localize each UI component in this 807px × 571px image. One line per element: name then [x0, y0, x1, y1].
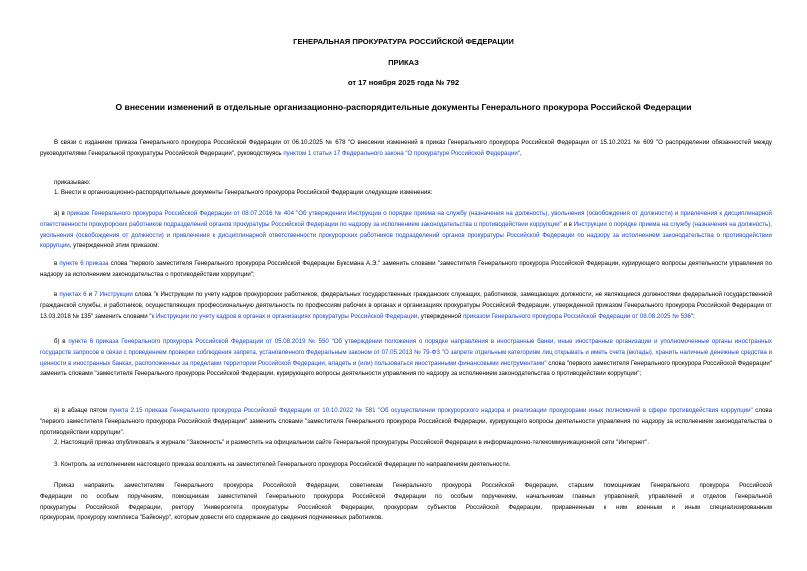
subitem-a-text-3: , утвержденной этим приказом: [69, 242, 160, 250]
final-paragraph [40, 481, 772, 524]
a-point-2-text-4: , утвержденной [417, 312, 464, 320]
order-581-link[interactable]: пункта 2.15 приказа Генерального прокурора Российской Федерации от 10.10.2022 № 581 "Об осуществлении прокурорского надзора и реализации прокурорами иных полномочий в сфере противодействия коррупции" [109, 407, 753, 414]
a-point-1-text: в [54, 260, 60, 267]
doc-date-number: от 17 ноября 2025 года № 792 [347, 78, 460, 87]
order-word: приказываю: [54, 179, 91, 186]
instruction-link[interactable]: Инструкции о порядке приема на службу (назначения на должность), увольнения (освобождения от должности) и привлечения к дисциплинарной ответственности прокурорских работников подразделений органов прокуратуры Российской Федерации по надзору за исполнением законодательства о противодействии коррупции [40, 220, 772, 250]
a-point-2-text-2: и [86, 291, 95, 298]
preamble-paragraph [40, 138, 772, 160]
order-point-6-link[interactable]: пункте 6 приказа [59, 260, 109, 267]
a-point-1-text-2: слова "первого заместителя Генерального прокурора Российской Федерации Буксмана А.Э." заменить словами "заместителя Генерального прокурора Российской Федерации, курирующего вопросы деятельности управления по надзору за исполнением законодательства о противодействии коррупции"; [40, 260, 772, 278]
doc-type: ПРИКАЗ [388, 58, 419, 67]
item-1: 1. Внести в организационно-распорядительные документы Генерального прокурора Российской Федерации следующие изменения: [54, 189, 433, 196]
final-line-2: Федерации по особым поручениям, помощникам заместителей Генерального прокурора Российской Федерации по особым поручениям, начальникам главных управлений, управлений и отделов Генеральной [40, 492, 772, 500]
final-line-3: прокуратуры Российской Федерации, ректору Университета прокуратуры Российской Федерации, прокурорам субъектов Российской Федерации, приравненным к ним военным и иным специализированным [40, 503, 772, 511]
points-6-link[interactable]: пунктах 6 [59, 291, 87, 298]
a-point-2-text-5: "; [690, 312, 695, 320]
item-3: 3. Контроль за исполнением настоящего приказа возложить на заместителей Генерального прокурора Российской Федерации по направлениям деятельности. [54, 461, 511, 468]
a-point-2-text-3: слова "к Инструкции по учету кадров прокурорских работников, федеральных государственных гражданских служащих, работников, замещающих должности, не являющиеся должностями федеральной государственной гражданской службы, и работников, осуществляющих профессиональную деятельность по профессиям рабочих в органах и организациях прокуратуры Российской Федерации, утвержденной приказом Генерального прокурора Российской Федерации от 13.03.2018 № 135" заменить словами " [40, 291, 773, 320]
item-2: 2. Настоящий приказ опубликовать в журнале "Законность" и разместить на официальном сайте Генеральной прокуратуры Российской Федерации в информационно-телекоммуникационной сети "Интернет". [54, 439, 650, 446]
subitem-b-text-2: слова "первого заместителя Генерального прокурора Российской Федерации" заменить словами "заместителя Генерального прокурора Российской Федерации, курирующего вопросы деятельности управления по надзору за исполнением законодательства о противодействии коррупции"; [40, 359, 773, 378]
order-550-link[interactable]: пункте 6 приказа Генерального прокурора Российской Федерации от 05.08.2019 № 550 "Об утверждении положения о порядке направления в иностранные банки, иные иностранные организации и уполномоченные органы иностранных государств запросов в связи с проведением проверки соблюдения запрета, установленного Федеральным законом от 07.05.2013 № 79-ФЗ "О запрете отдельным категориям лиц открывать и иметь счета (вклады), хранить наличные денежные средства и ценности в иностранных банках, расположенных за пределами территории Российской Федерации, владеть и (или) пользоваться иностранными финансовыми инструментами" [40, 338, 772, 367]
subitem-v [40, 406, 772, 438]
subitem-a-point-1 [40, 259, 772, 281]
subitem-b-text: б) в [54, 338, 69, 345]
final-line-1: Приказ направить заместителям Генерального прокурора Российской Федерации, советникам Генерального прокурора Российской Федерации, старшим помощникам Генерального прокурора Российской [54, 482, 772, 489]
subitem-v-text-2: слова "первого заместителя Генерального прокурора Российской Федерации" заменить словами "заместителя Генерального прокурора Российской Федерации, курирующего вопросы деятельности управления по надзору за исполнением законодательства о противодействии коррупции". [40, 407, 772, 436]
a-point-2-text: в [54, 291, 60, 298]
preamble-text: В связи с изданием приказа Генерального прокурора Российской Федерации от 06.10.2025 № 678 "О внесении изменений в приказ Генерального прокурора Российской Федерации от 15.10.2021 № 609 "О распределении обязанностей между руководителями Генеральной прокуратуры Российской Федерации", руководствуясь [40, 139, 772, 157]
page-title: О внесении изменений в отдельные организационно-распорядительные документы Генерального прокурора Российской Федерации [115, 102, 692, 112]
order-404-link[interactable]: приказе Генерального прокурора Российской Федерации от 08.07.2016 № 404 "Об утверждении Инструкции о порядке приема на службу (назначения на должность), увольнения (освобождения от должности) и привлечения к дисциплинарной ответственности прокурорских работников подразделений органов прокуратуры Российской Федерации по надзору за исполнением законодательства о противодействии коррупции" [40, 210, 772, 228]
subitem-v-text: в) в абзаце пятом [54, 407, 110, 414]
order-536-link[interactable]: приказом Генерального прокурора Российской Федерации от 08.08.2025 № 536 [463, 312, 691, 320]
preamble-law-link[interactable]: пунктом 1 статьи 17 Федерального закона "О прокуратуре Российской Федерации" [283, 149, 521, 157]
subitem-a-text-2: и в [561, 220, 574, 228]
personnel-instruction-link[interactable]: к Инструкции по учету кадров в органах и организациях прокуратуры Российской Федерации [151, 312, 418, 320]
instruction-7-link[interactable]: 7 Инструкции [94, 291, 133, 298]
subitem-b [40, 337, 772, 380]
subitem-a [40, 209, 772, 252]
preamble-text-end: , [520, 149, 522, 157]
subitem-a-point-2 [40, 290, 772, 322]
subitem-a-text: а) в [54, 210, 67, 217]
final-line-4: прокурорам, прокурору комплекса "Байконур", которым довести его содержание до сведения подчиненных работников. [40, 514, 383, 522]
org-name: ГЕНЕРАЛЬНАЯ ПРОКУРАТУРА РОССИЙСКОЙ ФЕДЕРАЦИИ [293, 37, 514, 46]
